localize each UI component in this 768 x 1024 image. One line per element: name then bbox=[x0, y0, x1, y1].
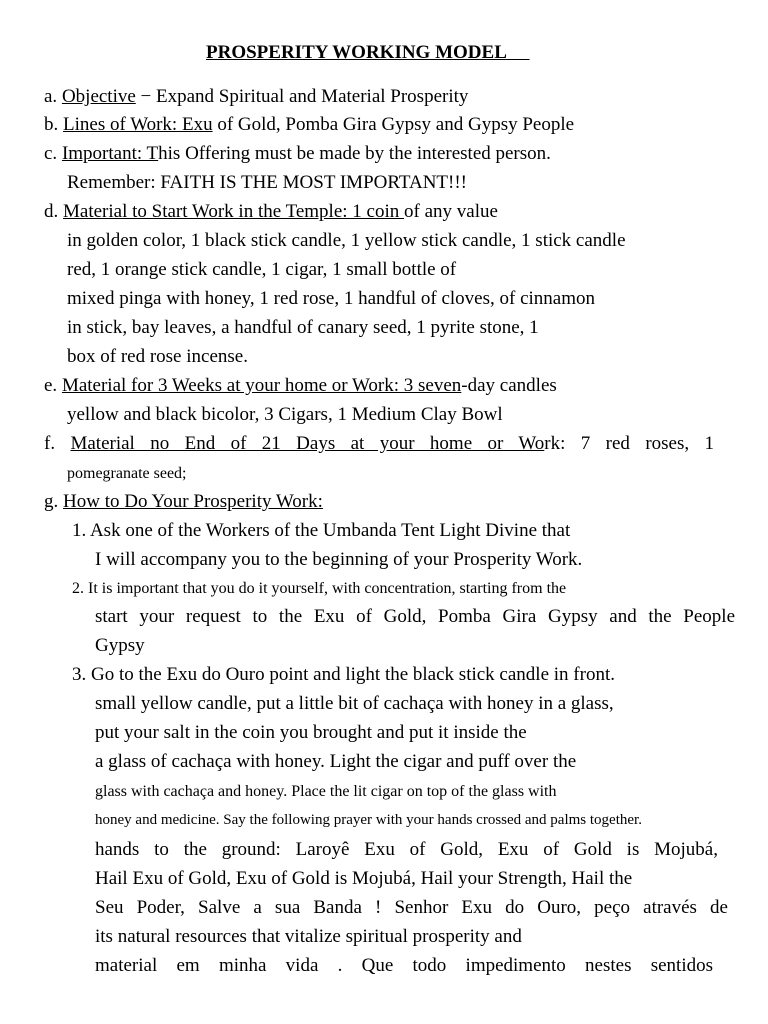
step-3-line: small yellow candle, put a little bit of cachaça with honey in a glass, bbox=[95, 693, 614, 714]
step-3-line: a glass of cachaça with honey. Light the cigar and puff over the bbox=[95, 751, 577, 772]
item-e-marker: e. bbox=[44, 375, 58, 396]
item-c-marker: c. bbox=[44, 143, 58, 164]
item-b bbox=[44, 114, 574, 136]
step-1-line: 1. Ask one of the Workers of the Umbanda Tent Light Divine that bbox=[72, 520, 571, 541]
item-e-text: -day candles bbox=[461, 375, 557, 396]
item-f-text: rk: 7 red roses, 1 bbox=[544, 433, 714, 454]
item-e-line2: yellow and black bicolor, 3 Cigars, 1 Medium Clay Bowl bbox=[67, 404, 503, 425]
item-c bbox=[44, 143, 551, 165]
step-3-line: hands to the ground: Laroyê Exu of Gold, Exu of Gold is Mojubá, bbox=[95, 839, 718, 860]
item-d-label: Material to Start Work in the Temple: 1 coin bbox=[63, 201, 405, 222]
step-3-line: glass with cachaça and honey. Place the lit cigar on top of the glass with bbox=[95, 783, 557, 800]
page-title: PROSPERITY WORKING MODEL bbox=[206, 42, 506, 63]
item-g-marker: g. bbox=[44, 491, 59, 512]
step-3-line: 3. Go to the Exu do Ouro point and light the black stick candle in front. bbox=[72, 664, 615, 685]
item-d-line: in stick, bay leaves, a handful of canary seed, 1 pyrite stone, 1 bbox=[67, 317, 539, 338]
item-f-label: Material no End of 21 Days at your home or Wo bbox=[70, 433, 545, 454]
step-2-line: 2. It is important that you do it yourself, with concentration, starting from the bbox=[72, 580, 567, 597]
item-d-line: red, 1 orange stick candle, 1 cigar, 1 small bottle of bbox=[67, 259, 457, 280]
item-f-line2: pomegranate seed; bbox=[67, 465, 187, 482]
item-e-label: Material for 3 Weeks at your home or Work: 3 seven bbox=[61, 375, 462, 396]
step-3-line: Hail Exu of Gold, Exu of Gold is Mojubá, Hail your Strength, Hail the bbox=[95, 868, 633, 889]
item-b-label: Lines of Work: Exu bbox=[63, 114, 213, 135]
step-3-line: material em minha vida . Que todo impedimento nestes sentidos bbox=[95, 955, 713, 976]
item-a-label: Objective bbox=[61, 86, 136, 107]
item-d-text: of any value bbox=[404, 201, 498, 222]
step-1-line: I will accompany you to the beginning of your Prosperity Work. bbox=[95, 549, 583, 570]
step-3-line: put your salt in the coin you brought and put it inside the bbox=[95, 722, 527, 743]
item-c-line2: Remember: FAITH IS THE MOST IMPORTANT!!! bbox=[67, 172, 468, 193]
item-d-line: mixed pinga with honey, 1 red rose, 1 handful of cloves, of cinnamon bbox=[67, 288, 596, 309]
item-d-line: in golden color, 1 black stick candle, 1 yellow stick candle, 1 stick candle bbox=[67, 230, 626, 251]
item-c-label: Important: T bbox=[61, 143, 159, 164]
step-3-line: Seu Poder, Salve a sua Banda ! Senhor Exu do Ouro, peço através de bbox=[95, 897, 728, 918]
item-a-text: − Expand Spiritual and Material Prosperity bbox=[135, 86, 469, 107]
step-3-line: its natural resources that vitalize spiritual prosperity and bbox=[95, 926, 522, 947]
item-f bbox=[44, 433, 714, 455]
item-c-text: his Offering must be made by the interested person. bbox=[158, 143, 551, 164]
item-d-marker: d. bbox=[44, 201, 59, 222]
step-2-line: Gypsy bbox=[95, 635, 145, 656]
item-a bbox=[44, 86, 468, 108]
item-b-marker: b. bbox=[44, 114, 59, 135]
item-g-label: How to Do Your Prosperity Work: bbox=[63, 491, 323, 512]
item-b-text: of Gold, Pomba Gira Gypsy and Gypsy People bbox=[212, 114, 575, 135]
item-d bbox=[44, 201, 498, 223]
item-e bbox=[44, 375, 557, 397]
step-2-line: start your request to the Exu of Gold, Pomba Gira Gypsy and the People bbox=[95, 606, 735, 627]
item-f-marker: f. bbox=[44, 433, 56, 454]
step-3-line: honey and medicine. Say the following prayer with your hands crossed and palms together. bbox=[95, 812, 642, 828]
item-d-line: box of red rose incense. bbox=[67, 346, 248, 367]
item-a-marker: a. bbox=[44, 86, 58, 107]
item-g bbox=[44, 491, 323, 513]
